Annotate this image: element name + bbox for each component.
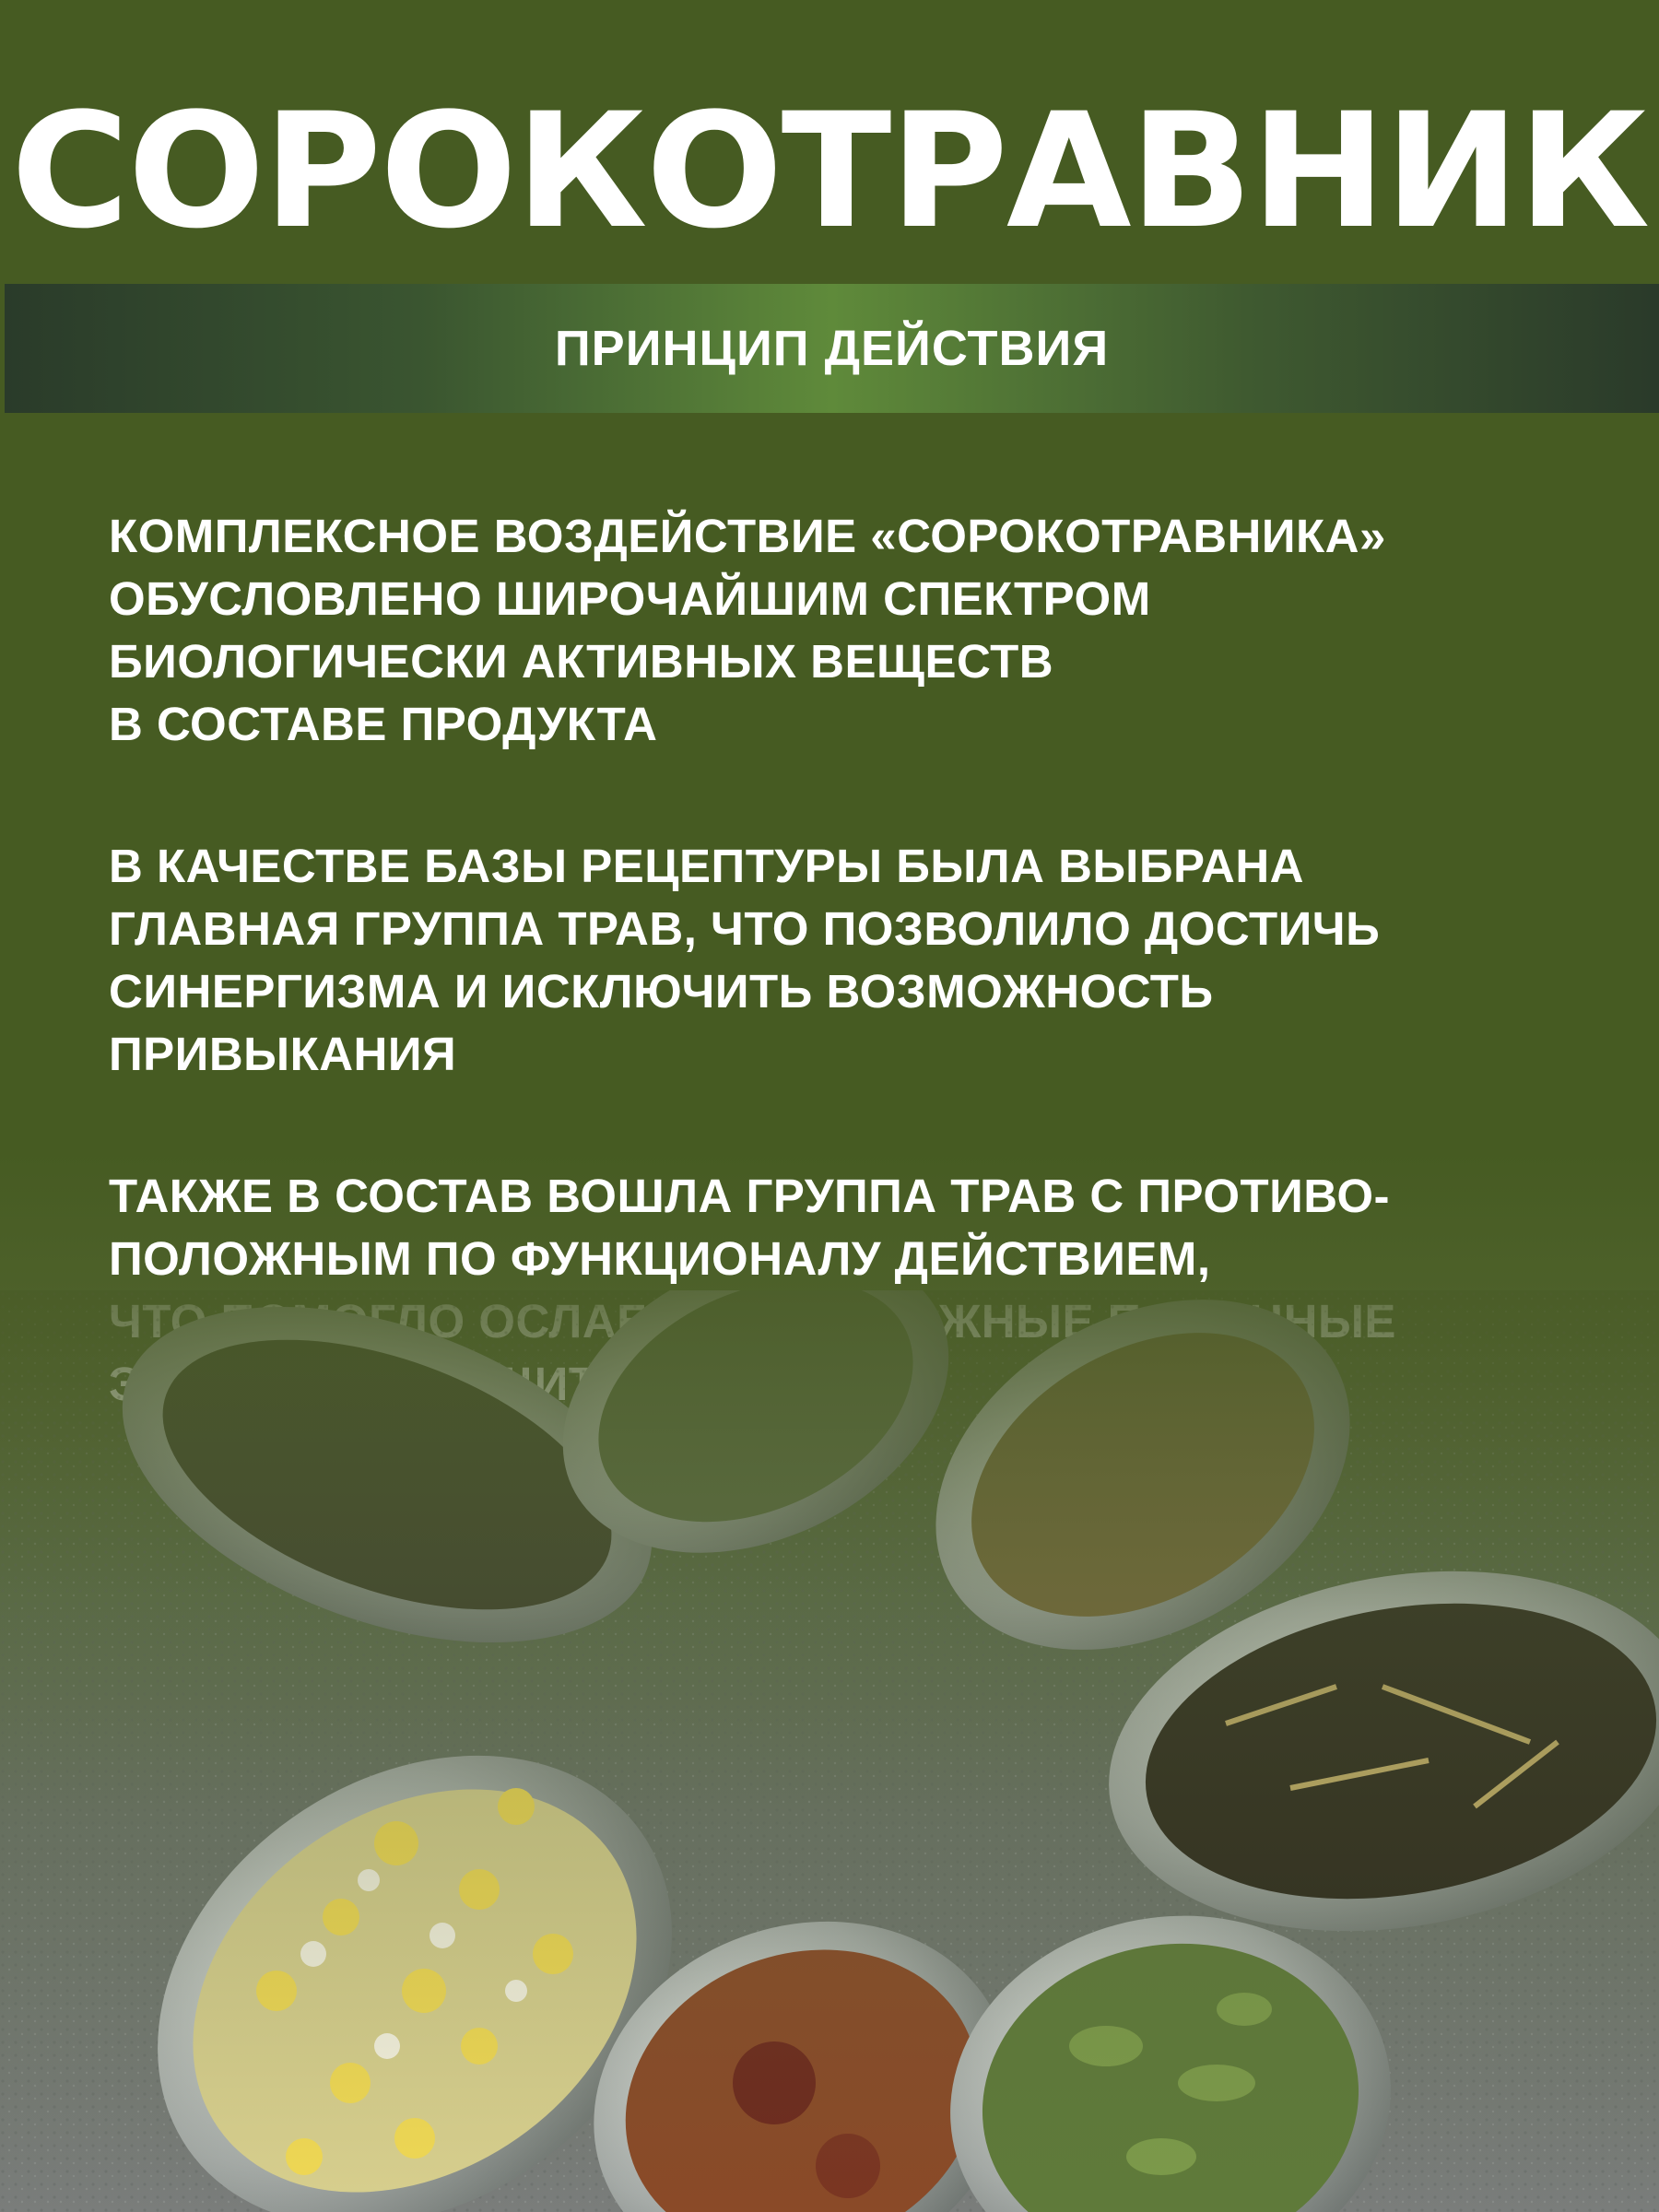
paragraph-line: ГЛАВНАЯ ГРУППА ТРАВ, ЧТО ПОЗВОЛИЛО ДОСТИЧЬ (109, 902, 1381, 955)
paragraph-line: В СОСТАВЕ ПРОДУКТА (109, 698, 658, 750)
paragraph-line: ОБУСЛОВЛЕНО ШИРОЧАЙШИМ СПЕКТРОМ (109, 572, 1151, 625)
paragraph-line: В КАЧЕСТВЕ БАЗЫ РЕЦЕПТУРЫ БЫЛА ВЫБРАНА (109, 840, 1305, 892)
paragraph-line: СИНЕРГИЗМА И ИСКЛЮЧИТЬ ВОЗМОЖНОСТЬ (109, 965, 1214, 1018)
paragraph-line: ПРИВЫКАНИЯ (109, 1028, 457, 1080)
green-fade-overlay (0, 1290, 1659, 2212)
paragraph-line: ПОЛОЖНЫМ ПО ФУНКЦИОНАЛУ ДЕЙСТВИЕМ, (109, 1232, 1211, 1285)
paragraph-line: ТАКЖЕ В СОСТАВ ВОШЛА ГРУППА ТРАВ С ПРОТИВО- (109, 1170, 1391, 1222)
subtitle-band (5, 284, 1659, 413)
paragraph-2 (109, 835, 1583, 1086)
paragraph-1 (109, 505, 1583, 756)
paragraph-line: БИОЛОГИЧЕСКИ АКТИВНЫХ ВЕЩЕСТВ (109, 635, 1054, 688)
herbs-in-spoons-illustration (0, 1290, 1659, 2212)
product-title: СОРОКОТРАВНИК (10, 78, 1649, 264)
paragraph-line: КОМПЛЕКСНОЕ ВОЗДЕЙСТВИЕ «СОРОКОТРАВНИКА» (109, 510, 1386, 562)
subtitle-label: ПРИНЦИП ДЕЙСТВИЯ (554, 321, 1110, 376)
